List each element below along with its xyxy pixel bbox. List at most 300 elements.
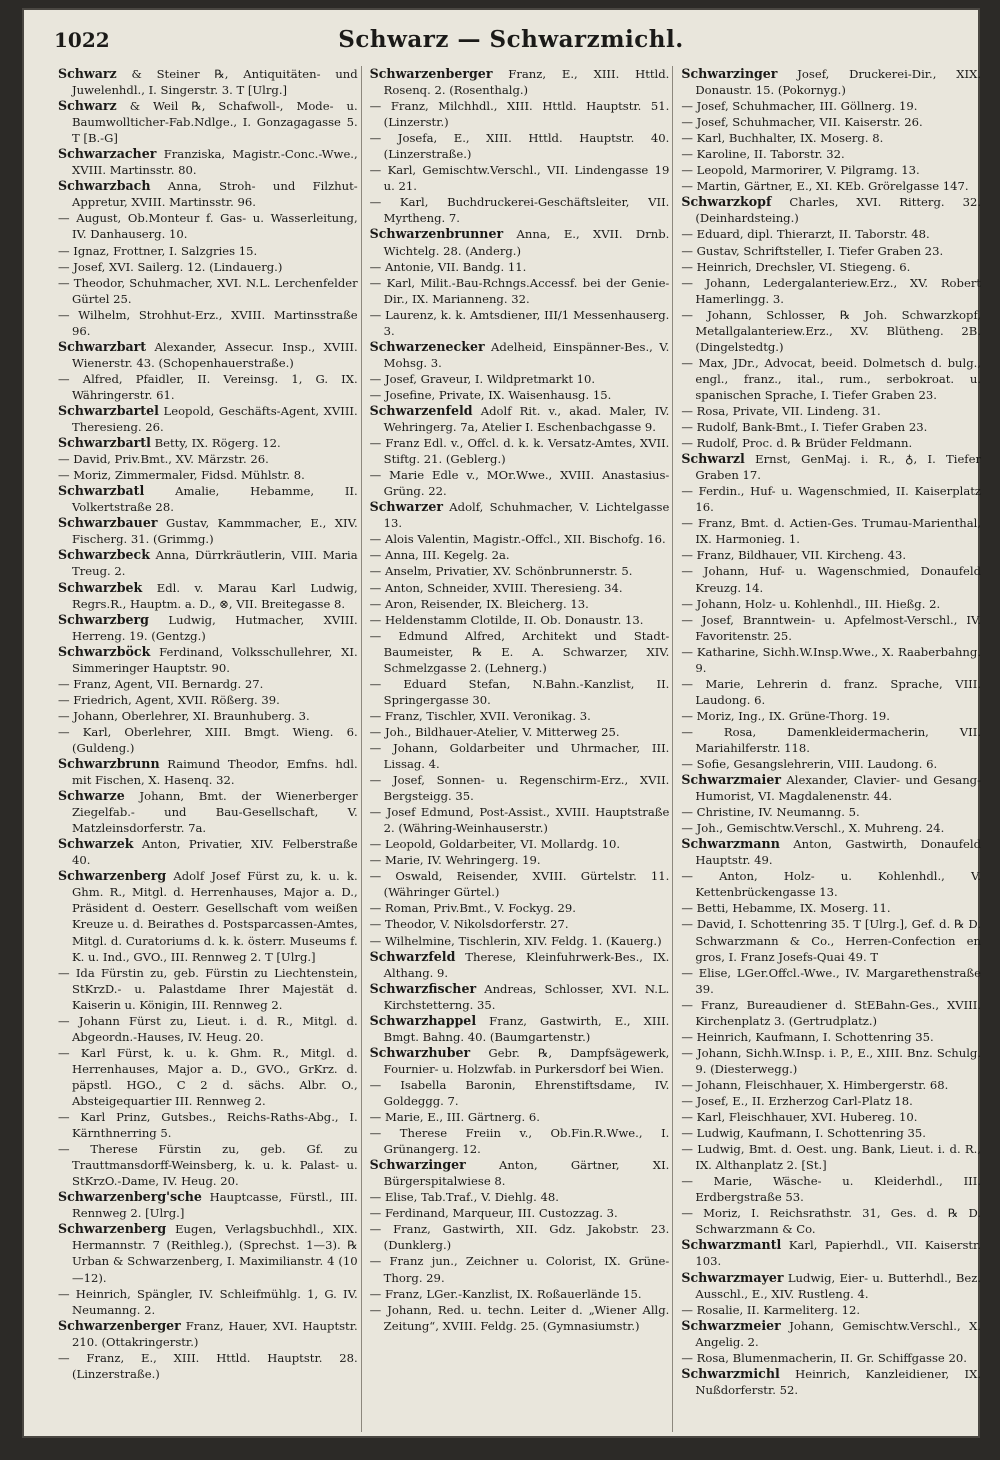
directory-entry <box>681 916 981 964</box>
directory-entry <box>58 1013 358 1045</box>
entry-text: — Josef, E., II. Erzherzog Carl-Platz 18. <box>681 1094 913 1108</box>
entry-text: — Franz, Agent, VII. Bernardg. 27. <box>58 676 264 691</box>
directory-entry <box>58 644 358 676</box>
entry-text: Josef, Druckerei-Dir., XIX. Donaustr. 15. (Pokornyg.) <box>695 67 982 98</box>
directory-entry <box>681 836 981 868</box>
entry-text: — Gustav, Schriftsteller, I. Tiefer Graben 23. <box>681 243 944 258</box>
directory-entry <box>58 756 358 788</box>
entry-text: Ferdinand, Volksschullehrer, XI. Simmeringer Hauptstr. 90. <box>72 644 358 675</box>
directory-entry <box>681 515 981 547</box>
directory-page <box>22 8 980 1438</box>
directory-entry <box>681 756 981 772</box>
entry-text: — Karl, Fleischhauer, XVI. Hubereg. 10. <box>681 1110 918 1125</box>
entry-text: — Moriz, I. Reichsrathstr. 31, Ges. d. ℞ D. Schwarzmann & Co. <box>681 1206 982 1237</box>
entry-text: — Heinrich, Drechsler, VI. Stiegeng. 6. <box>681 259 911 274</box>
entry-text: — Rosa, Blumenmacherin, II. Gr. Schiffgasse 20. <box>681 1350 967 1365</box>
entry-surname: Schwarzmeier <box>681 1317 781 1333</box>
directory-entry <box>370 580 670 596</box>
column-middle <box>370 66 674 1432</box>
entry-surname: Schwarzbartl <box>58 435 151 451</box>
entry-surname: Schwarzenfeld <box>369 402 473 418</box>
column-right <box>681 66 984 1432</box>
entry-surname: Schwarzenberg'sche <box>58 1189 202 1205</box>
entry-text: — Johann, Fleischhauer, X. Himbergerstr. 68. <box>681 1077 949 1092</box>
directory-entry <box>681 243 981 259</box>
directory-entry <box>58 467 358 483</box>
directory-entry <box>58 146 358 178</box>
entry-text: Alexander, Assecur. Insp., XVIII. Wienerstr. 43. (Schopenhauerstraße.) <box>72 339 358 370</box>
directory-entry <box>681 612 981 644</box>
entry-text: — Aron, Reisender, IX. Bleicherg. 13. <box>369 596 589 611</box>
directory-entry <box>370 852 670 868</box>
directory-entry <box>370 900 670 916</box>
entry-surname: Schwarzenberger <box>58 1317 181 1333</box>
page-header <box>54 26 968 60</box>
directory-entry <box>370 259 670 275</box>
directory-entry <box>58 275 358 307</box>
directory-entry <box>58 724 358 756</box>
entry-text: — Franz, LGer.-Kanzlist, IX. Roßauerlände 15. <box>369 1286 642 1301</box>
directory-entry <box>370 563 670 579</box>
entry-surname: Schwarzer <box>369 499 444 515</box>
directory-entry <box>58 836 358 868</box>
directory-entry <box>58 1141 358 1189</box>
entry-text: — Franz, Tischler, XVII. Veronikag. 3. <box>369 708 591 723</box>
directory-entry <box>370 1189 670 1205</box>
entry-surname: Schwarzfeld <box>369 948 456 964</box>
directory-entry <box>681 676 981 708</box>
directory-entry <box>681 547 981 563</box>
entry-text: Franz, E., XIII. Httld. Rosenq. 2. (Rosenthalg.) <box>383 67 670 98</box>
entry-text: & Steiner ℞, Antiquitäten- und Juwelenhdl., I. Singerstr. 3. T [Ulrg.] <box>72 67 358 98</box>
entry-text: — Eduard, dipl. Thierarzt, II. Taborstr. 48. <box>681 227 930 242</box>
entry-text: Andreas, Schlosser, XVI. N.L. Kirchstetterng. 35. <box>383 981 670 1012</box>
entry-text: Anna, Dürrkräutlerin, VIII. Maria Treug. 2. <box>72 548 358 579</box>
directory-entry <box>681 1093 981 1109</box>
directory-entry <box>681 435 981 451</box>
entry-text: — David, I. Schottenring 35. T [Ulrg.], Gef. d. ℞ D. Schwarzmann & Co., Herren-Confection en gros, I. Franz Josefs-Quai 49. T <box>681 917 982 964</box>
directory-entry <box>370 916 670 932</box>
entry-text: — Josef, Schuhmacher, VII. Kaiserstr. 26. <box>681 115 923 130</box>
entry-text: Anna, Stroh- und Filzhut-Appretur, XVIII. Martinsstr. 96. <box>72 179 358 210</box>
entry-text: — Anselm, Privatier, XV. Schönbrunnerstr. 5. <box>369 564 633 579</box>
directory-entry <box>681 1109 981 1125</box>
entry-surname: Schwarzmichl <box>681 1365 780 1381</box>
entry-text: — Josefa, E., XIII. Httld. Hauptstr. 40. (Linzerstraße.) <box>369 131 670 162</box>
directory-entry <box>681 1205 981 1237</box>
entry-text: — Martin, Gärtner, E., XI. KEb. Grörelgasse 147. <box>681 179 969 194</box>
directory-entry <box>681 820 981 836</box>
column-left <box>58 66 362 1432</box>
directory-entry <box>370 740 670 772</box>
directory-entry <box>58 868 358 964</box>
entry-surname: Schwarzbrunn <box>58 756 160 772</box>
entry-text: Adelheid, Einspänner-Bes., V. Mohsg. 3. <box>383 339 670 370</box>
entry-text: — Josefine, Private, IX. Waisenhausg. 15. <box>369 387 612 402</box>
entry-text: — Karl, Oberlehrer, XIII. Bmgt. Wieng. 6. (Guldeng.) <box>58 724 358 755</box>
entry-surname: Schwarze <box>58 788 125 804</box>
directory-entry <box>58 676 358 692</box>
entry-text: — Moriz, Zimmermaler, Fidsd. Mühlstr. 8. <box>58 468 305 483</box>
entry-text: — Karl Fürst, k. u. k. Ghm. R., Mitgl. d. Herrenhauses, Major a. D., GVO., GrKrz. d. päpstl. HGO., C 2 d. sächs. Albr. O., Absteigequartier III. Rennweg 2. <box>58 1045 358 1108</box>
entry-surname: Schwarzbart <box>58 338 147 354</box>
directory-entry <box>681 259 981 275</box>
entry-surname: Schwarzbartel <box>58 402 159 418</box>
entry-surname: Schwarzhappel <box>369 1012 477 1028</box>
running-title: Schwarz — Schwarzmichl. <box>338 26 684 53</box>
directory-entry <box>681 1029 981 1045</box>
directory-entry <box>58 1350 358 1382</box>
directory-entry <box>370 307 670 339</box>
entry-text: — Laurenz, k. k. Amtsdiener, III/1 Messenhauserg. 3. <box>369 307 670 338</box>
directory-entry <box>370 1221 670 1253</box>
entry-text: Alexander, Clavier- und Gesang-Humorist, VI. Magdalenenstr. 44. <box>695 773 982 804</box>
directory-entry <box>370 804 670 836</box>
directory-entry <box>681 1125 981 1141</box>
entry-text: — Johann, Goldarbeiter und Uhrmacher, III. Lissag. 4. <box>369 740 670 772</box>
directory-entry <box>58 451 358 467</box>
columns <box>58 66 984 1432</box>
entry-text: — Johann, Schlosser, ℞ Joh. Schwarzkopf, Metallgalanteriew.Erz., XV. Blütheng. 2B. (Dingelstedtg.) <box>681 307 982 354</box>
entry-text: — Heinrich, Spängler, IV. Schleifmühlg. 1, G. IV. Neumanng. 2. <box>58 1286 358 1317</box>
directory-entry <box>58 1286 358 1318</box>
directory-entry <box>681 130 981 146</box>
entry-text: — Theodor, Schuhmacher, XVI. N.L. Lerchenfelder Gürtel 25. <box>58 275 358 306</box>
entry-text: — Rosa, Private, VII. Lindeng. 31. <box>681 403 881 418</box>
directory-entry <box>681 403 981 419</box>
entry-text: Adolf Rit. v., akad. Maler, IV. Wehringerg. 7a, Atelier I. Eschenbachgasse 9. <box>383 403 670 435</box>
directory-entry <box>370 1253 670 1285</box>
directory-entry <box>681 114 981 130</box>
directory-entry <box>370 130 670 162</box>
entry-text: Franziska, Magistr.-Conc.-Wwe., XVIII. Martinsstr. 80. <box>72 147 358 178</box>
directory-entry <box>370 1286 670 1302</box>
directory-entry <box>370 1109 670 1125</box>
entry-text: — Johann, Red. u. techn. Leiter d. „Wiener Allg. Zeitung“, XVIII. Feldg. 25. (Gymnasiumstr.) <box>369 1302 670 1333</box>
directory-entry <box>681 355 981 403</box>
entry-text: — Josef, XVI. Sailerg. 12. (Lindauerg.) <box>58 259 283 274</box>
entry-text: Gebr. ℞, Dampfsägewerk, Fournier- u. Holzwfab. in Purkersdorf bei Wien. <box>383 1045 670 1076</box>
directory-entry <box>370 98 670 130</box>
entry-surname: Schwarz <box>58 98 117 114</box>
entry-text: Franz, Hauer, XVI. Hauptstr. 210. (Ottakringerstr.) <box>72 1318 358 1349</box>
entry-text: Ernst, GenMaj. i. R., ♁, I. Tiefer Graben 17. <box>695 452 982 483</box>
entry-text: — Moriz, Ing., IX. Grüne-Thorg. 19. <box>681 708 890 723</box>
entry-text: Hauptcasse, Fürstl., III. Rennweg 2. [Ulrg.] <box>72 1190 358 1221</box>
entry-text: Johann, Bmt. der Wienerberger Ziegelfab.- und Bau-Gesellschaft, V. Matzleinsdorferstr. 7a. <box>72 789 358 836</box>
entry-text: — Theodor, V. Nikolsdorferstr. 27. <box>369 917 569 932</box>
entry-text: — Ludwig, Kaufmann, I. Schottenring 35. <box>681 1126 926 1141</box>
entry-text: — August, Ob.Monteur f. Gas- u. Wasserleitung, IV. Danhauserg. 10. <box>58 211 358 242</box>
entry-text: Anton, Privatier, XIV. Felberstraße 40. <box>72 837 358 868</box>
entry-text: — Wilhelmine, Tischlerin, XIV. Feldg. 1. (Kauerg.) <box>369 933 662 948</box>
entry-text: — Elise, LGer.Offcl.-Wwe., IV. Margarethenstraße 39. <box>681 965 982 996</box>
entry-text: — Anna, III. Kegelg. 2a. <box>369 548 510 563</box>
directory-entry <box>58 1318 358 1350</box>
entry-text: — Joh., Bildhauer-Atelier, V. Mitterweg 25. <box>369 724 620 739</box>
entry-text: — Ignaz, Frottner, I. Salzgries 15. <box>58 243 258 258</box>
entry-text: Heinrich, Kanzleidiener, IX. Nußdorferstr. 52. <box>695 1366 982 1397</box>
directory-entry <box>370 547 670 563</box>
entry-text: — Josef Edmund, Post-Assist., XVIII. Hauptstraße 2. (Währing-Weinhauserstr.) <box>369 805 670 836</box>
directory-entry <box>58 178 358 210</box>
entry-text: Ludwig, Hutmacher, XVIII. Herreng. 19. (Gentzg.) <box>72 612 358 643</box>
directory-entry <box>681 868 981 900</box>
entry-text: Amalie, Hebamme, II. Volkertstraße 28. <box>72 484 358 515</box>
directory-entry <box>58 692 358 708</box>
directory-entry <box>58 1221 358 1285</box>
entry-text: Adolf, Schuhmacher, V. Lichtelgasse 13. <box>383 500 670 531</box>
directory-entry <box>681 724 981 756</box>
entry-surname: Schwarzinger <box>681 66 778 81</box>
directory-entry <box>681 1237 981 1269</box>
directory-entry <box>681 275 981 307</box>
directory-entry <box>58 965 358 1013</box>
entry-text: & Weil ℞, Schafwoll-, Mode- u. Baumwollticher-Fab.Ndlge., I. Gonzagagasse 5. T [B.-G] <box>72 99 358 146</box>
entry-surname: Schwarzböck <box>58 643 151 659</box>
entry-text: — Marie, E., III. Gärtnerg. 6. <box>369 1110 540 1125</box>
directory-entry <box>58 515 358 547</box>
entry-surname: Schwarzkopf <box>681 194 772 210</box>
entry-surname: Schwarz <box>58 66 117 81</box>
entry-text: — Friedrich, Agent, XVII. Rößerg. 39. <box>58 692 280 707</box>
entry-text: — Max, JDr., Advocat, beeid. Dolmetsch d. bulg., engl., franz., ital., rum., serbokroat. u. spanischen Sprache, I. Tiefer Graben 23. <box>681 355 982 402</box>
directory-entry <box>681 1173 981 1205</box>
directory-entry <box>370 499 670 531</box>
entry-text: — Sofie, Gesangslehrerin, VIII. Laudong. 6. <box>681 757 938 772</box>
entry-text: — Alfred, Pfaidler, II. Vereinsg. 1, G. IX. Währingerstr. 61. <box>58 371 358 402</box>
entry-text: — Franz jun., Zeichner u. Colorist, IX. Grüne-Thorg. 29. <box>369 1254 670 1285</box>
directory-entry <box>370 1205 670 1221</box>
directory-entry <box>681 772 981 804</box>
directory-entry <box>370 1125 670 1157</box>
entry-surname: Schwarzmayer <box>681 1269 784 1285</box>
entry-text: Karl, Papierhdl., VII. Kaiserstr. 103. <box>695 1238 982 1269</box>
entry-text: Betty, IX. Rögerg. 12. <box>150 436 281 451</box>
directory-entry <box>681 997 981 1029</box>
directory-entry <box>370 66 670 98</box>
directory-entry <box>58 612 358 644</box>
directory-entry <box>370 981 670 1013</box>
directory-entry <box>681 708 981 724</box>
directory-entry <box>370 868 670 900</box>
entry-text: — Wilhelm, Strohhut-Erz., XVIII. Martinsstraße 96. <box>58 307 358 338</box>
directory-entry <box>370 724 670 740</box>
entry-text: Johann, Gemischtw.Verschl., X. Angelig. 2. <box>695 1318 982 1349</box>
entry-text: — Katharine, Sichh.W.Insp.Wwe., X. Raaberbahng. 9. <box>681 644 982 675</box>
entry-text: — Roman, Priv.Bmt., V. Fockyg. 29. <box>369 901 576 916</box>
entry-text: — Rudolf, Bank-Bmt., I. Tiefer Graben 23. <box>681 420 928 435</box>
directory-entry <box>370 435 670 467</box>
entry-text: Anton, Gastwirth, Donaufeld Hauptstr. 49. <box>695 837 982 868</box>
entry-text: Adolf Josef Fürst zu, k. u. k. Ghm. R., Mitgl. d. Herrenhauses, Major a. D., Präsident d. Oesterr. Gesellschaft vom weißen Kreuze u. d. Beirathes d. Postsparcassen-Amtes, Mitgl. d. Curatoriums d. k. k. österr. Museums f. K. u. Ind., GVO., III. Rennweg 2. T [Ulrg.] <box>72 869 358 964</box>
directory-entry <box>370 676 670 708</box>
entry-text: — Franz, Bureaudiener d. StEBahn-Ges., XVIII. Kirchenplatz 3. (Gertrudplatz.) <box>681 997 982 1028</box>
entry-text: — Karl, Gemischtw.Verschl., VII. Lindengasse 19 u. 21. <box>369 163 670 194</box>
directory-entry <box>681 1141 981 1173</box>
entry-text: — Leopold, Goldarbeiter, VI. Mollardg. 10. <box>369 837 621 852</box>
entry-surname: Schwarzhuber <box>369 1044 471 1060</box>
directory-entry <box>681 483 981 515</box>
directory-entry <box>370 949 670 981</box>
page-number: 1022 <box>54 28 110 52</box>
directory-entry <box>370 1302 670 1334</box>
entry-text: — Therese Freiin v., Ob.Fin.R.Wwe., I. Grünangerg. 12. <box>369 1126 670 1157</box>
directory-entry <box>370 612 670 628</box>
entry-surname: Schwarzenecker <box>369 338 485 354</box>
directory-entry <box>58 98 358 146</box>
directory-entry <box>681 194 981 226</box>
directory-entry <box>681 900 981 916</box>
entry-text: — Franz, Milchhdl., XIII. Httld. Hauptstr. 51. (Linzerstr.) <box>369 99 670 130</box>
directory-entry <box>681 1045 981 1077</box>
entry-text: Edl. v. Marau Karl Ludwig, Regrs.R., Hauptm. a. D., ⊗, VII. Breitegasse 8. <box>72 580 358 611</box>
entry-surname: Schwarzmantl <box>681 1237 782 1253</box>
directory-entry <box>681 98 981 114</box>
directory-entry <box>58 339 358 371</box>
directory-entry <box>370 1157 670 1189</box>
directory-entry <box>58 66 358 98</box>
entry-surname: Schwarzfischer <box>369 980 477 996</box>
entry-text: — Marie, IV. Wehringerg. 19. <box>369 853 541 868</box>
entry-surname: Schwarzbach <box>58 178 151 194</box>
directory-entry <box>58 435 358 451</box>
entry-text: Raimund Theodor, Emfns. hdl. mit Fischen, X. Hasenq. 32. <box>72 757 358 788</box>
directory-entry <box>681 1350 981 1366</box>
entry-text: — Antonie, VII. Bandg. 11. <box>369 259 527 274</box>
directory-entry <box>370 403 670 435</box>
directory-entry <box>370 371 670 387</box>
entry-text: — Josef, Sonnen- u. Regenschirm-Erz., XVII. Bergsteigg. 35. <box>369 773 670 804</box>
entry-text: — Johann, Huf- u. Wagenschmied, Donaufeld Kreuzg. 14. <box>681 564 982 595</box>
entry-text: — Franz Edl. v., Offcl. d. k. k. Versatz-Amtes, XVII. Stiftg. 21. (Geblerg.) <box>369 436 670 467</box>
entry-text: — Ferdinand, Marqueur, III. Custozzag. 3. <box>369 1206 618 1221</box>
entry-text: — Rosalie, II. Karmeliterg. 12. <box>681 1302 861 1317</box>
entry-surname: Schwarzbeck <box>58 547 150 563</box>
directory-entry <box>370 708 670 724</box>
entry-text: — Franz, Bildhauer, VII. Kircheng. 43. <box>681 548 907 563</box>
directory-entry <box>370 339 670 371</box>
entry-text: Anton, Gärtner, XI. Bürgerspitalwiese 8. <box>383 1158 670 1189</box>
entry-surname: Schwarzenbrunner <box>369 226 504 242</box>
directory-entry <box>681 1302 981 1318</box>
entry-text: — Elise, Tab.Traf., V. Diehlg. 48. <box>369 1190 559 1205</box>
entry-text: — Karl, Milit.-Bau-Rchngs.Accessf. bei der Genie-Dir., IX. Marianneng. 32. <box>369 275 670 306</box>
directory-entry <box>370 387 670 403</box>
directory-entry <box>58 243 358 259</box>
entry-text: — Josef, Branntwein- u. Apfelmost-Verschl., IV. Favoritenstr. 25. <box>681 612 982 643</box>
entry-surname: Schwarzberg <box>58 611 149 627</box>
entry-text: Franz, Gastwirth, E., XIII. Bmgt. Bahng. 40. (Baumgartenstr.) <box>383 1013 670 1044</box>
entry-text: — Rosa, Damenkleidermacherin, VII. Mariahilferstr. 118. <box>681 724 982 755</box>
directory-entry <box>58 259 358 275</box>
entry-text: — Joh., Gemischtw.Verschl., X. Muhreng. 24. <box>681 821 945 836</box>
directory-entry <box>370 194 670 226</box>
directory-entry <box>681 419 981 435</box>
entry-surname: Schwarzinger <box>369 1157 466 1173</box>
entry-text: — Heinrich, Kaufmann, I. Schottenring 35. <box>681 1029 934 1044</box>
directory-entry <box>681 226 981 242</box>
entry-text: — Josef, Graveur, I. Wildpretmarkt 10. <box>369 371 596 386</box>
directory-entry <box>681 804 981 820</box>
directory-entry <box>370 933 670 949</box>
directory-entry <box>370 836 670 852</box>
directory-entry <box>58 371 358 403</box>
directory-entry <box>370 531 670 547</box>
entry-text: — Ludwig, Bmt. d. Oest. ung. Bank, Lieut. i. d. R., IX. Althanplatz 2. [St.] <box>681 1142 982 1173</box>
entry-surname: Schwarzl <box>681 451 745 467</box>
entry-surname: Schwarzmann <box>681 836 780 852</box>
entry-text: — Franz, E., XIII. Httld. Hauptstr. 28. (Linzerstraße.) <box>58 1350 358 1381</box>
entry-surname: Schwarzek <box>58 836 134 852</box>
directory-entry <box>681 1270 981 1302</box>
entry-text: — Isabella Baronin, Ehrenstiftsdame, IV. Goldeggg. 7. <box>369 1077 670 1108</box>
entry-surname: Schwarzenberg <box>58 1221 167 1237</box>
entry-text: — Marie, Wäsche- u. Kleiderhdl., III. Erdbergstraße 53. <box>681 1174 982 1205</box>
entry-text: — Anton, Schneider, XVIII. Theresieng. 34. <box>369 580 623 595</box>
entry-text: — Franz, Gastwirth, XII. Gdz. Jakobstr. 23. (Dunklerg.) <box>369 1222 670 1253</box>
entry-text: — Marie, Lehrerin d. franz. Sprache, VIII. Laudong. 6. <box>681 676 982 707</box>
directory-entry <box>370 596 670 612</box>
directory-entry <box>681 644 981 676</box>
directory-entry <box>681 162 981 178</box>
entry-text: — Josef, Schuhmacher, III. Göllnerg. 19. <box>681 99 918 114</box>
directory-entry <box>370 226 670 258</box>
entry-text: — Johann, Sichh.W.Insp. i. P., E., XIII. Bnz. Schulg. 9. (Diesterwegg.) <box>681 1045 982 1076</box>
directory-entry <box>58 547 358 579</box>
directory-entry <box>681 1318 981 1350</box>
directory-entry <box>370 1045 670 1077</box>
entry-text: — Heldenstamm Clotilde, II. Ob. Donaustr. 13. <box>369 612 644 627</box>
directory-entry <box>681 965 981 997</box>
entry-text: — Oswald, Reisender, XVIII. Gürtelstr. 11. (Währinger Gürtel.) <box>369 869 670 900</box>
entry-text: — Christine, IV. Neumanng. 5. <box>681 805 860 820</box>
entry-text: — Edmund Alfred, Architekt und Stadt-Baumeister, ℞ E. A. Schwarzer, XIV. Schmelzgasse 2. (Lehnerg.) <box>369 628 670 675</box>
entry-surname: Schwarzbauer <box>58 515 158 531</box>
directory-entry <box>681 596 981 612</box>
entry-text: — Anton, Holz- u. Kohlenhdl., V. Kettenbrückengasse 13. <box>681 869 982 900</box>
directory-entry <box>681 146 981 162</box>
entry-text: Eugen, Verlagsbuchhdl., XIX. Hermannstr. 7 (Reithleg.), (Sprechst. 1—3). ℞ Urban & Schwarzenberg, I. Maximilianstr. 4 (10—12). <box>72 1222 358 1285</box>
entry-text: Leopold, Geschäfts-Agent, XVIII. Theresieng. 26. <box>72 403 358 435</box>
entry-text: — Alois Valentin, Magistr.-Offcl., XII. Bischofg. 16. <box>369 532 666 547</box>
directory-entry <box>58 788 358 836</box>
directory-entry <box>370 772 670 804</box>
directory-entry <box>58 403 358 435</box>
directory-entry <box>58 1109 358 1141</box>
entry-text: — Karl, Buchhalter, IX. Moserg. 8. <box>681 131 884 146</box>
directory-entry <box>58 708 358 724</box>
entry-text: Charles, XVI. Ritterg. 32. (Deinhardsteing.) <box>695 195 982 226</box>
directory-entry <box>681 451 981 483</box>
entry-surname: Schwarzbek <box>58 579 143 595</box>
entry-surname: Schwarzmaier <box>681 772 781 788</box>
entry-text: — Therese Fürstin zu, geb. Gf. zu Trauttmansdorff-Weinsberg, k. u. k. Palast- u. StKrzO.-Dame, IV. Heug. 20. <box>58 1142 358 1189</box>
directory-entry <box>58 210 358 242</box>
directory-entry <box>58 1045 358 1109</box>
directory-entry <box>58 1189 358 1221</box>
directory-entry <box>58 307 358 339</box>
entry-text: — Eduard Stefan, N.Bahn.-Kanzlist, II. Springergasse 30. <box>369 676 670 707</box>
directory-entry <box>370 162 670 194</box>
entry-text: — Karoline, II. Taborstr. 32. <box>681 147 845 162</box>
directory-entry <box>370 1013 670 1045</box>
entry-text: — Karl, Buchdruckerei-Geschäftsleiter, VII. Myrtheng. 7. <box>369 195 670 226</box>
entry-text: — David, Priv.Bmt., XV. Märzstr. 26. <box>58 452 269 467</box>
entry-text: — Rudolf, Proc. d. ℞ Brüder Feldmann. <box>681 436 913 451</box>
entry-surname: Schwarzbatl <box>58 483 145 499</box>
directory-entry <box>58 580 358 612</box>
